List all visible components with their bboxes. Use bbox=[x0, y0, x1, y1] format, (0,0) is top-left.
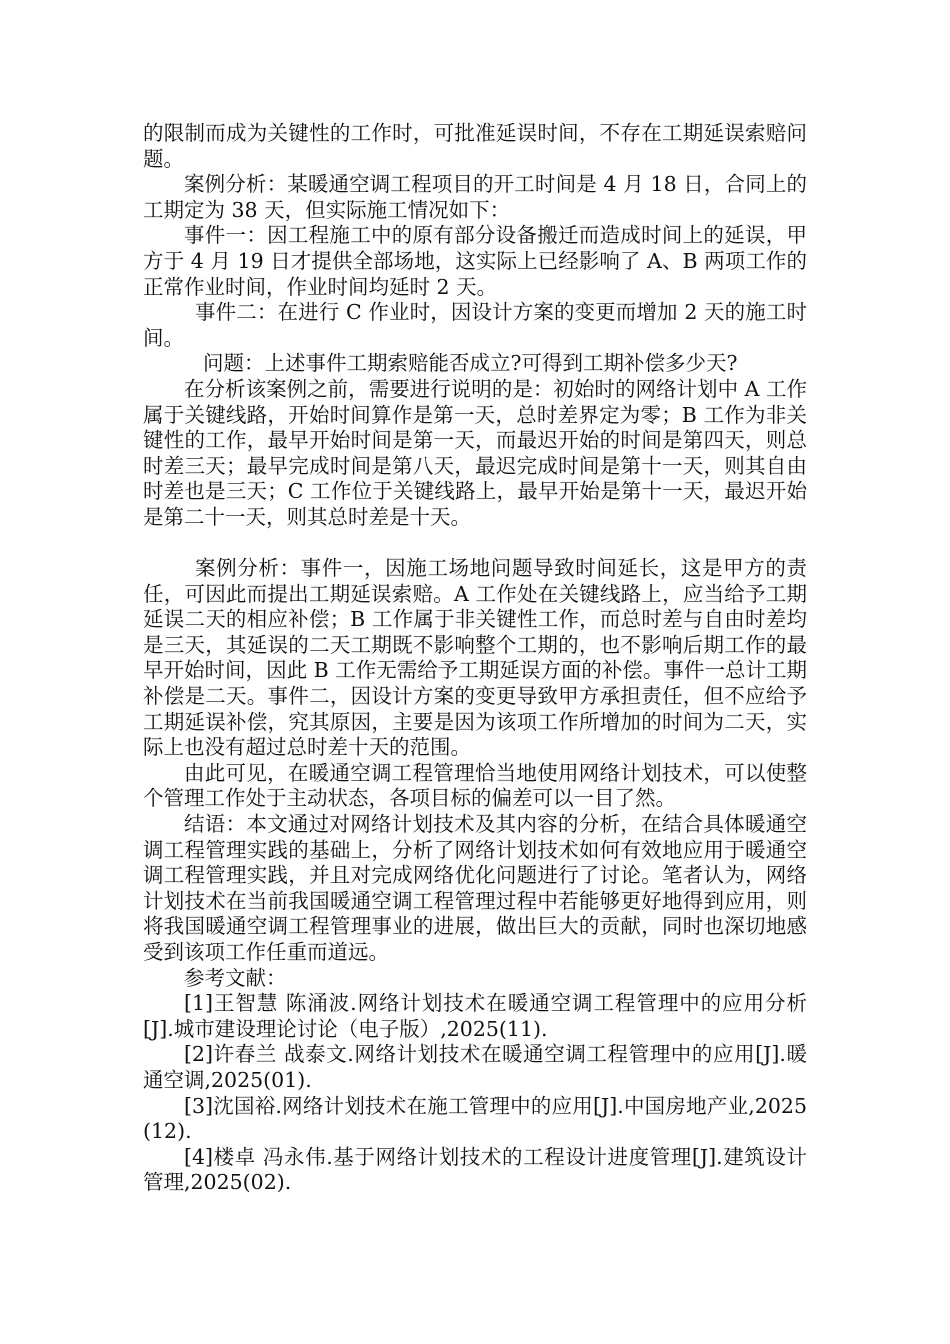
paragraph-case-analysis-intro: 案例分析：某暖通空调工程项目的开工时间是 4 月 18 日，合同上的工期定为 38 天，但实际施工情况如下： bbox=[143, 172, 807, 222]
references-heading: 参考文献： bbox=[184, 965, 287, 990]
reference-item: [3]沈国裕.网络计划技术在施工管理中的应用[J].中国房地产业,2025(12). bbox=[143, 1093, 807, 1144]
document-page bbox=[143, 121, 807, 1196]
paragraph-summary: 由此可见，在暖通空调工程管理恰当地使用网络计划技术，可以使整个管理工作处于主动状态，各项目标的偏差可以一目了然。 bbox=[143, 760, 807, 811]
paragraph-case-analysis: 案例分析：事件一，因施工场地问题导致时间延长，这是甲方的责任，可因此而提出工期延误索赔。A 工作处在关键线路上，应当给予工期延误二天的相应补偿；B 工作属于非关键性工作，而总时差与自由时差均是三天，其延误的二天工期既不影响整个工期的，也不影响后期工作的最早开始时间，因此 B 工作无需给予工期延误方面的补偿。事件一总计工期补偿是二天。事件二，因设计方案的变更导致甲方承担责任，但不应给予工期延误补偿，究其原因，主要是因为该项工作所增加的时间为二天，实际上也没有超过总时差十天的范围。 bbox=[143, 556, 807, 760]
paragraph-question: 问题：上述事件工期索赔能否成立?可得到工期补偿多少天? bbox=[203, 351, 738, 376]
paragraph-conclusion: 结语：本文通过对网络计划技术及其内容的分析，在结合具体暖通空调工程管理实践的基础上，分析了网络计划技术如何有效地应用于暖通空调工程管理实践，并且对完成网络优化问题进行了讨论。笔者认为，网络计划技术在当前我国暖通空调工程管理过程中若能够更好地得到应用，则将我国暖通空调工程管理事业的进展，做出巨大的贡献，同时也深切地感受到该项工作任重而道远。 bbox=[143, 812, 807, 964]
reference-item: [4]楼卓 冯永伟.基于网络计划技术的工程设计进度管理[J].建筑设计管理,2025(02). bbox=[143, 1144, 807, 1195]
paragraph-event-two: 事件二：在进行 C 作业时，因设计方案的变更而增加 2 天的施工时间。 bbox=[143, 300, 807, 350]
paragraph-event-one: 事件一：因工程施工中的原有部分设备搬迁而造成时间上的延误，甲方于 4 月 19 日才提供全部场地，这实际上已经影响了 A、B 两项工作的正常作业时间，作业时间均延时 2 天。 bbox=[143, 223, 807, 299]
paragraph-explanation: 在分析该案例之前，需要进行说明的是：初始时的网络计划中 A 工作属于关键线路，开始时间算作是第一天，总时差界定为零；B 工作为非关键性的工作，最早开始时间是第一天，而最迟开始的时间是第四天，则总时差三天；最早完成时间是第八天，最迟完成时间是第十一天，则其自由时差也是三天；C 工作位于关键线路上，最早开始是第十一天，最迟开始是第二十一天，则其总时差是十天。 bbox=[143, 376, 807, 529]
reference-item: [2]许春兰 战泰文.网络计划技术在暖通空调工程管理中的应用[J].暖通空调,2025(01). bbox=[143, 1042, 807, 1092]
reference-item: [1]王智慧 陈涌波.网络计划技术在暖通空调工程管理中的应用分析[J].城市建设理论讨论（电子版）,2025(11). bbox=[143, 991, 807, 1041]
paragraph-continuation: 的限制而成为关键性的工作时，可批准延误时间，不存在工期延误索赔问题。 bbox=[143, 121, 807, 171]
paragraph-spacer bbox=[143, 531, 807, 557]
